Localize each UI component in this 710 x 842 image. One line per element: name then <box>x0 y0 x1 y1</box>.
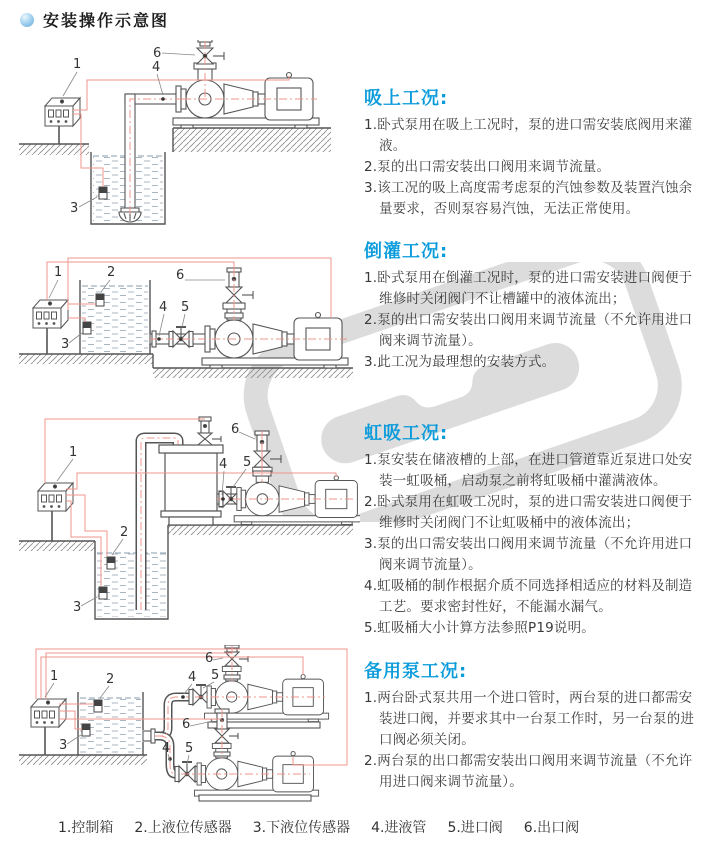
section-heading: 倒灌工况: <box>364 241 449 262</box>
section-heading: 吸上工况: <box>364 88 449 109</box>
callout-3: 3 <box>73 600 82 615</box>
callout-6: 6 <box>231 422 240 437</box>
storage-pit <box>95 525 168 619</box>
callout-5: 5 <box>181 300 190 315</box>
section-suction <box>364 84 704 220</box>
section-siphon <box>364 419 704 639</box>
callout-1: 1 <box>69 445 78 460</box>
section-item: 1.泵安装在储液槽的上部，在进口管道靠近泵进口处安装一虹吸桶，启动泵之前将虹吸桶中灌满液体。 <box>364 452 693 489</box>
diagram-siphon-condition <box>15 405 360 641</box>
callout-1: 1 <box>73 57 82 72</box>
pump-unit-lower <box>195 743 319 798</box>
section-item: 3.泵的出口需安装出口阀用来调节流量（不允许用进口阀来调节流量）。 <box>364 536 693 573</box>
parts-legend <box>58 817 579 837</box>
callout-5: 5 <box>185 741 194 756</box>
callout-5: 5 <box>211 668 220 683</box>
callout-1: 1 <box>54 265 63 280</box>
section-heading: 虹吸工况: <box>364 423 449 444</box>
callout-3: 3 <box>59 738 68 753</box>
callout-4: 4 <box>188 670 197 685</box>
callout-3: 3 <box>70 201 79 216</box>
callout-4: 4 <box>162 741 171 756</box>
pump-foundation-lower <box>199 795 311 801</box>
diagram-flooded-condition <box>15 248 360 410</box>
page-title: 安装操作示意图 <box>43 11 170 30</box>
section-item: 2.两台泵的出口都需安装出口阀用来调节流量（不允许用进口阀来调节流量）。 <box>364 753 693 790</box>
siphon-barrel <box>159 445 223 525</box>
callout-4: 4 <box>219 457 228 472</box>
legend-item: 6.出口阀 <box>523 820 580 836</box>
legend-item: 4.进液管 <box>371 820 427 836</box>
inlet-valve-lower <box>175 762 199 782</box>
callout-3: 3 <box>61 337 70 352</box>
control-box <box>31 699 66 727</box>
section-item: 1.卧式泵用在吸上工况时，泵的进口需安装底阀用来灌液。 <box>364 117 693 154</box>
diagram-standby-pumps <box>15 645 360 817</box>
pump-unit <box>202 303 348 368</box>
control-box <box>33 300 68 328</box>
low-level-sensor <box>82 724 90 736</box>
callout-2: 2 <box>106 672 115 687</box>
callout-5: 5 <box>243 455 252 470</box>
storage-tank <box>80 280 150 354</box>
section-flooded <box>364 237 704 373</box>
callout-2: 2 <box>107 265 116 280</box>
section-item: 3.该工况的吸上高度需考虑泵的汽蚀参数及装置汽蚀余量要求，否则泵容易汽蚀，无法正常使用。 <box>364 180 693 217</box>
section-item: 3.此工况为最理想的安装方式。 <box>364 354 556 370</box>
bullet-sphere-icon <box>20 13 34 27</box>
control-box <box>38 483 73 511</box>
callout-6: 6 <box>176 268 185 283</box>
legend-item: 3.下液位传感器 <box>252 820 351 836</box>
section-item: 2.泵的出口需安装出口阀用来调节流量（不允许用进口阀来调节流量）。 <box>364 312 693 349</box>
callout-4: 4 <box>159 300 168 315</box>
section-item: 1.卧式泵用在倒灌工况时，泵的进口需安装进口阀便于维修时关闭阀门不让槽罐中的液体流出； <box>364 270 693 307</box>
section-item: 5.虹吸桶大小计算方法参照P19说明。 <box>364 620 595 636</box>
control-box <box>45 98 80 126</box>
ground <box>19 128 331 155</box>
high-level-sensor <box>107 557 115 569</box>
legend-item: 1.控制箱 <box>58 820 114 836</box>
low-level-sensor <box>99 187 107 199</box>
callout-6: 6 <box>182 717 191 732</box>
section-item: 2.卧式泵用在虹吸工况时，泵的进口需安装进口阀便于维修时关闭阀门不让虹吸桶中的液体流出； <box>364 494 693 531</box>
low-level-sensor <box>99 587 107 599</box>
legend-item: 2.上液位传感器 <box>134 820 232 836</box>
section-item: 2.泵的出口需安装出口阀用来调节流量。 <box>364 159 611 175</box>
callout-6: 6 <box>205 651 214 666</box>
section-item: 4.虹吸桶的制作根据介质不同选择相适应的材料及制造工艺。要求密封性好，不能漏水漏气。 <box>364 578 693 615</box>
legend-item: 5.进口阀 <box>447 820 503 836</box>
pump-unit <box>173 63 319 128</box>
callout-4: 4 <box>152 60 161 75</box>
high-level-sensor <box>94 700 102 712</box>
high-level-sensor <box>96 294 104 306</box>
section-standby <box>364 657 704 793</box>
page-header <box>20 8 169 31</box>
callout-1: 1 <box>50 669 59 684</box>
callout-2: 2 <box>120 525 129 540</box>
section-heading: 备用泵工况: <box>364 661 468 682</box>
ground <box>19 525 353 551</box>
callout-6: 6 <box>153 46 162 61</box>
ground <box>19 755 147 765</box>
section-item: 1.两台卧式泵共用一个进口管时，两台泵的进口都需安装进口阀，并要求其中一台泵工作时，另一台泵的进口阀必须关闭。 <box>364 690 695 748</box>
diagram-suction-condition <box>15 40 360 236</box>
low-level-sensor <box>83 322 91 334</box>
outlet-valve <box>197 40 224 64</box>
vent-valve <box>198 417 221 445</box>
